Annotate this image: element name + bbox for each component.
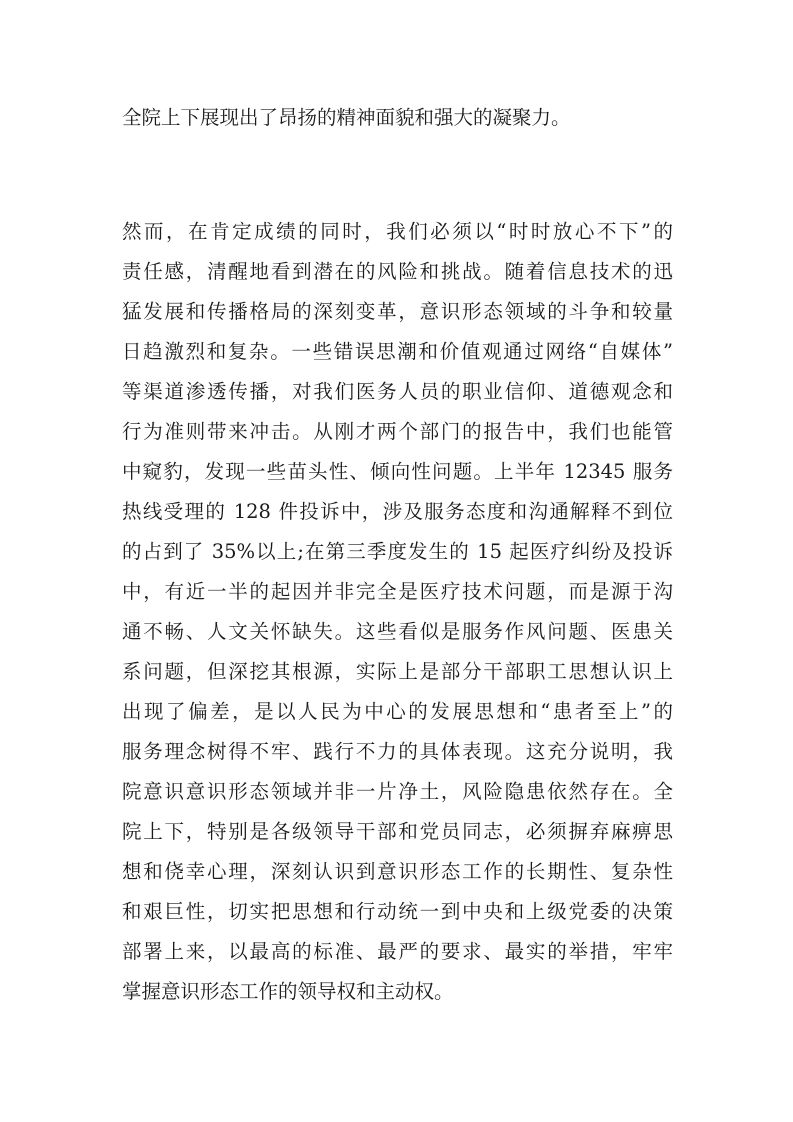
paragraph-line: 中，有近一半的起因并非完全是医疗技术问题，而是源于沟 <box>122 580 673 603</box>
paragraph-line: 部署上来，以最高的标准、最严的要求、最实的举措，牢牢 <box>122 940 673 963</box>
paragraph-line: 院上下，特别是各级领导干部和党员同志，必须摒弃麻痹思 <box>122 820 673 843</box>
paragraph-line: 系问题，但深挖其根源，实际上是部分干部职工思想认识上 <box>122 660 673 683</box>
paragraph-line: 行为准则带来冲击。从刚才两个部门的报告中，我们也能管 <box>122 420 673 443</box>
paragraph-line: 想和侥幸心理，深刻认识到意识形态工作的长期性、复杂性 <box>122 860 673 883</box>
paragraph-line: 服务理念树得不牢、践行不力的具体表现。这充分说明，我 <box>122 740 673 763</box>
paragraph-line: 全院上下展现出了昂扬的精神面貌和强大的凝聚力。 <box>122 106 571 129</box>
paragraph-line: 出现了偏差，是以人民为中心的发展思想和“患者至上”的 <box>122 700 673 723</box>
paragraph-line: 责任感，清醒地看到潜在的风险和挑战。随着信息技术的迅 <box>122 260 673 283</box>
paragraph-line: 日趋激烈和复杂。一些错误思潮和价值观通过网络“自媒体” <box>122 340 673 363</box>
paragraph-2 <box>122 212 673 1012</box>
paragraph-line: 猛发展和传播格局的深刻变革，意识形态领域的斗争和较量 <box>122 300 673 323</box>
paragraph-line: 的占到了 35%以上;在第三季度发生的 15 起医疗纠纷及投诉 <box>122 540 673 563</box>
paragraph-line: 掌握意识形态工作的领导权和主动权。 <box>122 980 454 1003</box>
paragraph-line: 然而，在肯定成绩的同时，我们必须以“时时放心不下”的 <box>122 220 673 243</box>
paragraph-line: 和艰巨性，切实把思想和行动统一到中央和上级党委的决策 <box>122 900 673 923</box>
paragraph-line: 热线受理的 128 件投诉中，涉及服务态度和沟通解释不到位 <box>122 500 673 523</box>
paragraph-line: 中窥豹，发现一些苗头性、倾向性问题。上半年 12345 服务 <box>122 460 673 483</box>
paragraph-line: 通不畅、人文关怀缺失。这些看似是服务作风问题、医患关 <box>122 620 673 643</box>
paragraph-1 <box>122 98 673 138</box>
paragraph-line: 等渠道渗透传播，对我们医务人员的职业信仰、道德观念和 <box>122 380 673 403</box>
paragraph-line: 院意识意识形态领域并非一片净土，风险隐患依然存在。全 <box>122 780 673 803</box>
